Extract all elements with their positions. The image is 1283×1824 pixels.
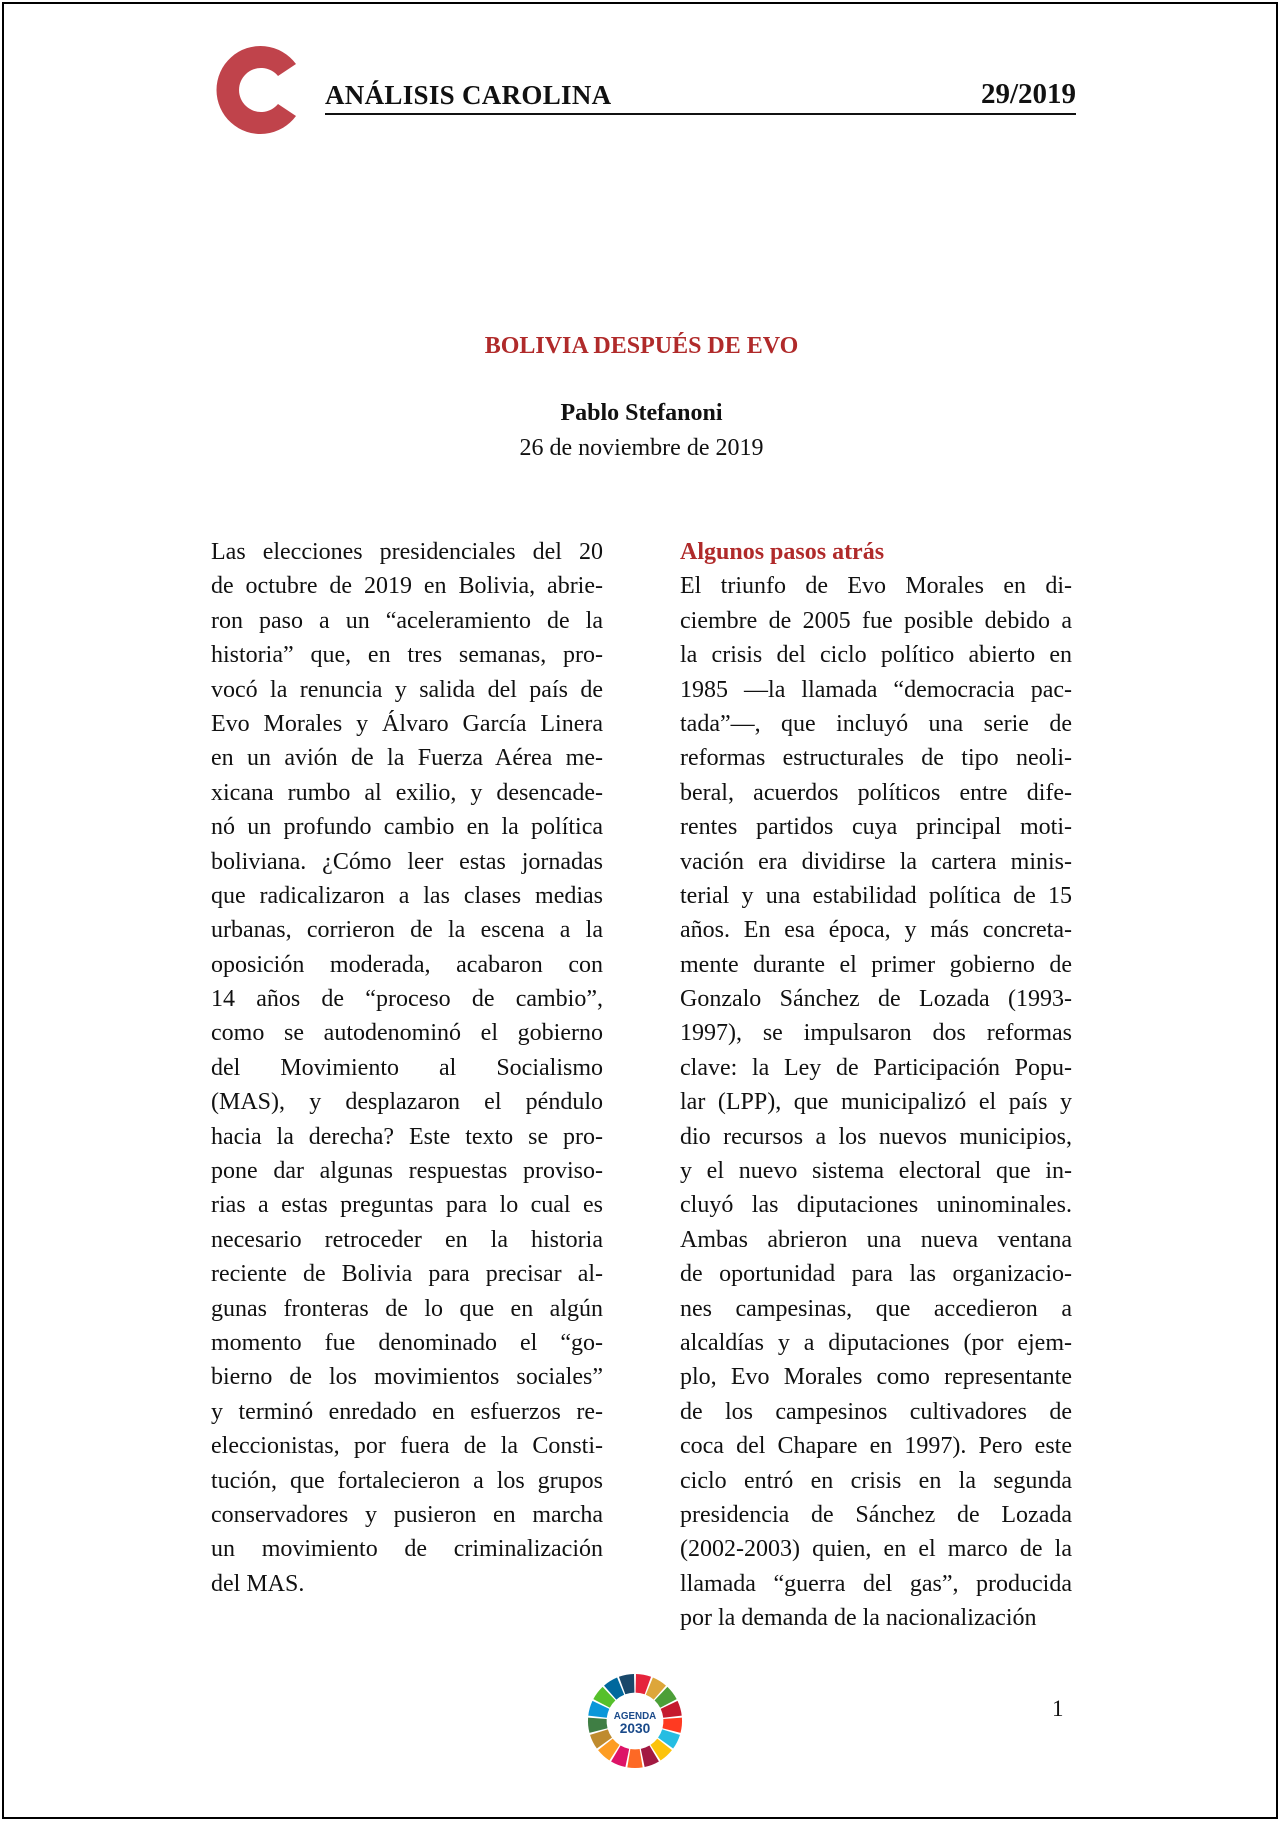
text-line: urbanas, corrieron de la escena a la (211, 917, 603, 944)
text-line: eleccionistas, por fuera de la Consti- (211, 1433, 603, 1460)
text-line: y el nuevo sistema electoral que in- (680, 1158, 1072, 1185)
text-line: de los campesinos cultivadores de (680, 1398, 1072, 1425)
header-divider (325, 113, 1076, 115)
text-line: cluyó las diputaciones uninominales. (680, 1192, 1072, 1219)
text-line: historia” que, en tres semanas, pro- (211, 642, 603, 669)
text-line: tución, que fortalecieron a los grupos (211, 1467, 603, 1494)
text-line: ciembre de 2005 fue posible debido a (680, 607, 1072, 634)
text-line: por la demanda de la nacionalización (680, 1605, 1037, 1632)
text-line: momento fue denominado el “go- (211, 1329, 603, 1356)
text-line: necesario retroceder en la historia (211, 1226, 603, 1253)
text-line: alcaldías y a diputaciones (por ejem- (680, 1329, 1072, 1356)
text-line: que radicalizaron a las clases medias (211, 882, 603, 909)
page-number: 1 (1052, 1696, 1064, 1721)
text-line: años. En esa época, y más concreta- (680, 917, 1072, 944)
text-line: conservadores y pusieron en marcha (211, 1501, 603, 1528)
agenda-2030-logo-icon (586, 1672, 684, 1770)
text-line: de octubre de 2019 en Bolivia, abrie- (211, 573, 603, 600)
publication-date: 26 de noviembre de 2019 (519, 435, 764, 461)
text-line: xicana rumbo al exilio, y desencade- (211, 779, 603, 806)
text-line: como se autodenominó el gobierno (211, 1020, 603, 1047)
text-line: boliviana. ¿Cómo leer estas jornadas (211, 848, 603, 875)
text-line: Las elecciones presidenciales del 20 (211, 539, 603, 565)
document-title: BOLIVIA DESPUÉS DE EVO (484, 333, 799, 359)
right-column-body (680, 569, 1072, 1635)
text-line: en un avión de la Fuerza Aérea me- (211, 745, 603, 772)
carolina-c-shape (217, 46, 296, 134)
text-line: terial y una estabilidad política de 15 (680, 882, 1072, 909)
text-line: nes campesinas, que accedieron a (680, 1295, 1072, 1322)
text-line: Evo Morales y Álvaro García Linera (211, 710, 603, 737)
text-line: ron paso a un “aceleramiento de la (211, 607, 603, 634)
text-line: Gonzalo Sánchez de Lozada (1993- (680, 986, 1072, 1013)
section-heading: Algunos pasos atrás (680, 539, 885, 565)
text-line: rias a estas preguntas para lo cual es (211, 1192, 603, 1219)
carolina-c-logo-icon (210, 40, 310, 140)
text-line: la crisis del ciclo político abierto en (680, 642, 1072, 669)
text-line: (2002-2003) quien, en el marco de la (680, 1536, 1072, 1563)
text-line: un movimiento de criminalización (211, 1536, 603, 1563)
publication-title-text: ANÁLISIS CAROLINA (325, 80, 612, 110)
text-line: (MAS), y desplazaron el péndulo (211, 1089, 603, 1116)
text-line: 1985 —la llamada “democracia pac- (680, 676, 1072, 703)
text-line: Ambas abrieron una nueva ventana (680, 1226, 1072, 1253)
text-line: coca del Chapare en 1997). Pero este (680, 1433, 1072, 1460)
text-line: hacia la derecha? Este texto se pro- (211, 1123, 603, 1150)
text-line: presidencia de Sánchez de Lozada (680, 1501, 1072, 1528)
text-line: beral, acuerdos políticos entre dife- (680, 779, 1072, 806)
page-frame (2, 2, 1278, 1819)
text-line: del Movimiento al Socialismo (211, 1054, 603, 1081)
text-line: gunas fronteras de lo que en algún (211, 1295, 603, 1322)
text-line: reciente de Bolivia para precisar al- (211, 1261, 603, 1288)
agenda-logo-text-line2: 2030 (619, 1720, 651, 1736)
text-line: mente durante el primer gobierno de (680, 951, 1072, 978)
text-line: oposición moderada, acabaron con (211, 951, 603, 978)
text-line: rentes partidos cuya principal moti- (680, 814, 1072, 841)
text-line: reformas estructurales de tipo neoli- (680, 745, 1072, 772)
publication-title (325, 79, 611, 111)
text-line: 1997), se impulsaron dos reformas (680, 1020, 1072, 1047)
text-line: llamada “guerra del gas”, producida (680, 1570, 1072, 1597)
text-line: dio recursos a los nuevos municipios, (680, 1123, 1072, 1150)
text-line: bierno de los movimientos sociales” (211, 1364, 603, 1391)
text-line: plo, Evo Morales como representante (680, 1364, 1072, 1391)
text-line: El triunfo de Evo Morales en di- (680, 573, 1072, 600)
author-name: Pablo Stefanoni (560, 400, 723, 426)
text-line: vación era dividirse la cartera minis- (680, 848, 1072, 875)
text-line: 14 años de “proceso de cambio”, (211, 986, 603, 1013)
text-line: tada”—, que incluyó una serie de (680, 710, 1072, 737)
text-line: vocó la renuncia y salida del país de (211, 676, 603, 703)
text-line: ciclo entró en crisis en la segunda (680, 1467, 1072, 1494)
text-line: pone dar algunas respuestas proviso- (211, 1158, 603, 1185)
agenda-logo-text-line1: AGENDA (613, 1711, 657, 1723)
text-line: nó un profundo cambio en la política (211, 814, 603, 841)
text-line: de oportunidad para las organizacio- (680, 1261, 1072, 1288)
agenda-logo-segment (627, 1749, 642, 1768)
issue-number: 29/2019 (980, 78, 1076, 110)
text-line: clave: la Ley de Participación Popu- (680, 1054, 1072, 1081)
left-column-text (211, 535, 603, 1601)
text-line: y terminó enredado en esfuerzos re- (211, 1398, 603, 1425)
right-column-text (680, 535, 1072, 1636)
text-line: lar (LPP), que municipalizó el país y (680, 1089, 1072, 1116)
text-line: del MAS. (211, 1570, 305, 1597)
